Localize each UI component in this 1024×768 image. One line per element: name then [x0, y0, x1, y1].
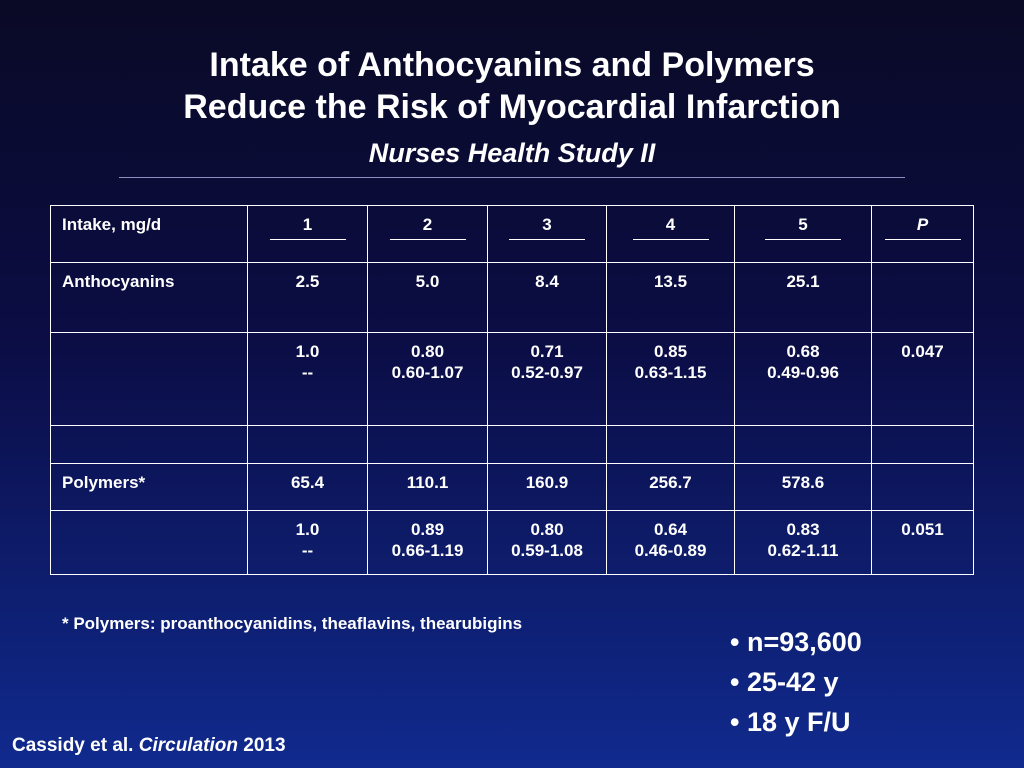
hazard-ratio: 0.68	[786, 342, 820, 361]
quintile-1-header: 1	[270, 214, 346, 240]
table-cell	[607, 511, 735, 575]
table-cell: 65.4	[248, 464, 368, 511]
title-line-1: Intake of Anthocyanins and Polymers	[209, 46, 815, 84]
table-cell: 8.4	[488, 263, 607, 333]
table-cell: 256.7	[607, 464, 735, 511]
table-cell	[872, 464, 974, 511]
header-label-cell: Intake, mg/d	[51, 206, 248, 263]
table-cell: 110.1	[368, 464, 488, 511]
confidence-interval: 0.52-0.97	[511, 363, 583, 382]
table-cell	[368, 333, 488, 426]
citation-authors: Cassidy et al.	[12, 735, 134, 756]
hazard-ratio: 0.71	[530, 342, 564, 361]
p-value: 0.047	[901, 342, 944, 361]
bullet-sample-size: • n=93,600	[730, 627, 862, 657]
table-cell	[368, 511, 488, 575]
table-cell	[735, 511, 872, 575]
p-value-header: P	[885, 214, 961, 240]
hazard-ratio: 1.0	[295, 520, 320, 539]
hazard-ratio: 0.64	[653, 520, 688, 539]
confidence-interval: 0.66-1.19	[391, 541, 464, 560]
title-divider	[119, 177, 905, 178]
row-label: Polymers*	[51, 464, 248, 511]
row-label	[51, 333, 248, 426]
table-cell: 578.6	[735, 464, 872, 511]
citation-journal: Circulation	[138, 735, 238, 756]
confidence-interval: 0.49-0.96	[767, 363, 839, 382]
confidence-interval: 0.59-1.08	[511, 541, 583, 560]
table-cell: 2.5	[248, 263, 368, 333]
table-cell	[248, 333, 368, 426]
hazard-ratio: 0.85	[653, 342, 688, 361]
confidence-interval: 0.46-0.89	[634, 541, 707, 560]
table-row-polymers-hr	[51, 511, 974, 575]
table-cell: 25.1	[735, 263, 872, 333]
table-cell	[872, 333, 974, 426]
confidence-interval: 0.63-1.15	[634, 363, 707, 382]
table-cell	[872, 263, 974, 333]
quintile-3-header: 3	[509, 214, 585, 240]
table-cell	[872, 511, 974, 575]
confidence-interval: --	[301, 541, 314, 560]
table-cell	[607, 333, 735, 426]
quintile-5-header: 5	[765, 214, 841, 240]
bullet-age-range: • 25-42 y	[730, 667, 839, 697]
table-cell	[488, 511, 607, 575]
bullet-follow-up: • 18 y F/U	[730, 707, 851, 737]
row-label	[51, 511, 248, 575]
table-cell	[248, 511, 368, 575]
table-row-polymers	[51, 464, 974, 511]
slide-title	[0, 44, 1024, 128]
quintile-4-header: 4	[633, 214, 709, 240]
row-label: Anthocyanins	[51, 263, 248, 333]
hazard-ratio: 0.89	[410, 520, 445, 539]
confidence-interval: 0.62-1.11	[767, 541, 839, 560]
citation	[12, 735, 286, 757]
citation-year: 2013	[243, 735, 286, 756]
table-cell: 5.0	[368, 263, 488, 333]
intake-table	[50, 205, 974, 575]
hazard-ratio: 0.80	[530, 520, 564, 539]
title-line-2: Reduce the Risk of Myocardial Infarction	[183, 88, 841, 126]
confidence-interval: --	[301, 363, 314, 382]
hazard-ratio: 0.83	[786, 520, 820, 539]
table-cell	[488, 333, 607, 426]
table-cell: 160.9	[488, 464, 607, 511]
confidence-interval: 0.60-1.07	[391, 363, 464, 382]
table-cell	[735, 333, 872, 426]
table-header-row	[51, 206, 974, 263]
study-facts-list	[730, 622, 862, 742]
p-value: 0.051	[901, 520, 944, 539]
hazard-ratio: 1.0	[295, 342, 320, 361]
table-row-anthocyanins-hr	[51, 333, 974, 426]
table-row-anthocyanins	[51, 263, 974, 333]
slide-subtitle: Nurses Health Study II	[368, 138, 656, 168]
table-row-spacer	[51, 426, 974, 464]
polymers-footnote: * Polymers: proanthocyanidins, theaflavins, thearubigins	[62, 614, 523, 633]
hazard-ratio: 0.80	[410, 342, 445, 361]
table-cell: 13.5	[607, 263, 735, 333]
quintile-2-header: 2	[390, 214, 466, 240]
